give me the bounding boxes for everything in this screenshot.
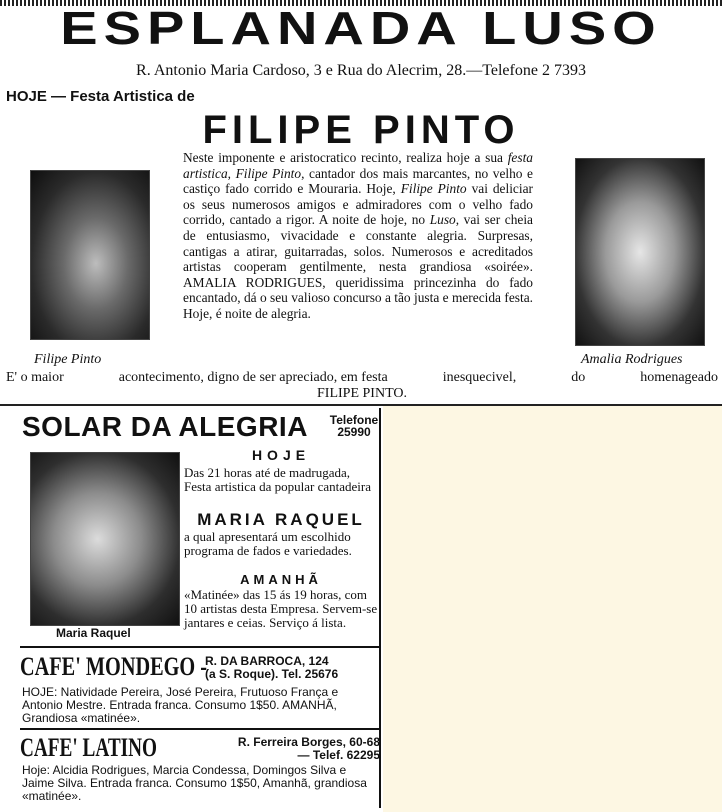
caption-filipe-pinto: Filipe Pinto (34, 352, 102, 367)
article-segment: vai deliciar os seus numerosos amigos e admiradores com o velho fado corrido, cantado a rigor. A noite de hoje, no (183, 181, 533, 228)
article-text (183, 150, 533, 322)
solar-performer-name: MARIA RAQUEL (197, 510, 365, 529)
closing-word: acontecimento, digno de ser apreciado, em festa (118, 370, 388, 385)
mondego-address-line: (a S. Roque). Tel. 25676 (205, 667, 339, 681)
solar-phone-label: Telefone (329, 413, 379, 427)
closing-word: do (571, 370, 586, 385)
blank-area (383, 406, 722, 812)
solar-text-2: a qual apresentará um escolhido programa de fados e variedades. (184, 529, 352, 558)
mondego-address-line: R. DA BARROCA, 124 (205, 654, 329, 668)
closing-name: FILIPE PINTO. (317, 386, 407, 401)
mondego-address (205, 655, 380, 681)
article-emphasis: festa artistica (183, 150, 533, 181)
solar-today: HOJE (251, 447, 311, 463)
article-segment: , (227, 165, 231, 181)
photo-amalia-rodrigues (575, 158, 705, 346)
article-emphasis: Filipe Pinto (400, 181, 467, 197)
venue-address: R. Antonio Maria Cardoso, 3 e Rua do Alecrim, 28.—Telefone 2 7393 (136, 62, 586, 79)
photo-maria-raquel (30, 452, 180, 626)
latino-address-line: R. Ferreira Borges, 60-68 (237, 735, 380, 749)
solar-text-3: «Matinée» das 15 ás 19 horas, com 10 artistas desta Empresa. Servem-se jantares e ceias. Serviço á lista. (184, 587, 378, 630)
latino-program: Hoje: Alcidia Rodrigues, Marcia Condessa, Domingos Silva e Jaime Silva. Entrada franca. Consumo 1$50, Amanhã, grandiosa «matinée». (22, 763, 367, 803)
closing-word: homenageado (640, 370, 718, 385)
latino-address-line: — Telef. 62295 (297, 748, 380, 762)
honoree-name: FILIPE PINTO (202, 108, 520, 152)
article-emphasis: Filipe Pinto (235, 165, 302, 181)
caption-amalia-rodrigues: Amalia Rodrigues (581, 352, 683, 367)
latino-address (180, 736, 380, 762)
photo-filipe-pinto (30, 170, 150, 340)
closing-word: E' o maior (6, 370, 64, 385)
article-segment: , vai ser cheia de entusiasmo, vivacidade e constante alegria. Surpresas, cantigas a atirar, guitarradas, solos. Numerosos e acreditados artistas cooperam gentilmente, nesta grandiosa «soirée». AMALIA RODRIGUES, queridissima princezinha do fado encantado, dá o seu valioso concurso a tão justa e merecida festa. Hoje, é noite de alegria. (183, 212, 533, 321)
ad-rule (20, 728, 381, 730)
ad-rule (20, 646, 381, 648)
latino-title: CAFE' LATINO (20, 733, 158, 762)
article-segment: Neste imponente e aristocratico recinto, realiza hoje a sua (183, 150, 503, 165)
mondego-title: CAFE' MONDEGO - (20, 652, 208, 681)
closing-statement (6, 370, 718, 402)
caption-maria-raquel: Maria Raquel (56, 626, 131, 640)
solar-text-1: Das 21 horas até de madrugada, Festa artistica da popular cantadeira (184, 465, 371, 494)
solar-phone (327, 414, 381, 438)
today-heading: HOJE — Festa Artistica de (6, 88, 195, 105)
mondego-program: HOJE: Natividade Pereira, José Pereira, Frutuoso França e Antonio Mestre. Entrada franca. Consumo 1$50. AMANHÃ, Grandiosa «matinée». (22, 685, 339, 725)
solar-tomorrow: AMANHÃ (240, 572, 322, 587)
masthead-title: ESPLANADA LUSO (60, 2, 662, 55)
article-emphasis: Luso (429, 212, 456, 228)
closing-word: inesquecivel, (442, 370, 517, 385)
solar-title: SOLAR DA ALEGRIA (22, 411, 308, 442)
article-segment: , cantador dos mais marcantes, no velho e castiço fado corrido e Mouraria. Hoje, (183, 165, 533, 197)
solar-phone-number: 25990 (337, 425, 371, 439)
